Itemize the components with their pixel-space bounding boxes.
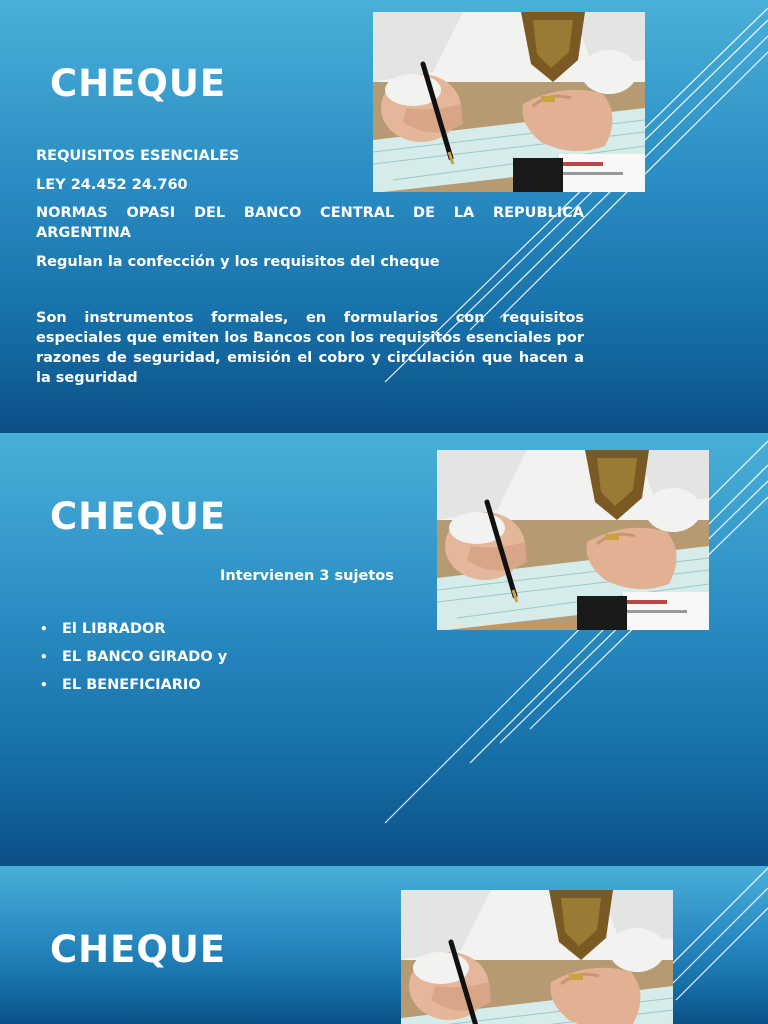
list-item: • EL BENEFICIARIO bbox=[40, 677, 201, 693]
photo-hands-signing-cheque bbox=[373, 12, 645, 192]
regulan-text: Regulan la confección y los requisitos del cheque bbox=[36, 254, 440, 270]
slide-title: CHEQUE bbox=[50, 928, 227, 971]
photo-hands-signing-cheque bbox=[401, 890, 673, 1024]
bullet-icon: • bbox=[40, 650, 48, 664]
slide-2 bbox=[0, 433, 768, 866]
slide-3 bbox=[0, 866, 768, 1024]
list-item: • EL BANCO GIRADO y bbox=[40, 649, 228, 665]
slide-title: CHEQUE bbox=[50, 62, 227, 105]
list-item: • El LIBRADOR bbox=[40, 621, 166, 637]
ley-label: LEY 24.452 24.760 bbox=[36, 177, 188, 193]
normas-text: NORMAS OPASI DEL BANCO CENTRAL DE LA REPUBLICA ARGENTINA bbox=[36, 205, 584, 241]
photo-hands-signing-cheque bbox=[437, 450, 709, 630]
requisitos-label: REQUISITOS ESENCIALES bbox=[36, 148, 240, 164]
sujetos-list bbox=[40, 619, 227, 703]
slide-title: CHEQUE bbox=[50, 495, 227, 538]
definition-paragraph: Son instrumentos formales, en formularios con requisitos especiales que emiten los Bancos con los requisitos esenciales por razones de seguridad, emisión el cobro y circulación que hacen a la seguridad bbox=[36, 310, 584, 386]
slide-1 bbox=[0, 0, 768, 433]
bullet-icon: • bbox=[40, 678, 48, 692]
subtitle-sujetos: Intervienen 3 sujetos bbox=[220, 568, 394, 584]
bullet-icon: • bbox=[40, 622, 48, 636]
